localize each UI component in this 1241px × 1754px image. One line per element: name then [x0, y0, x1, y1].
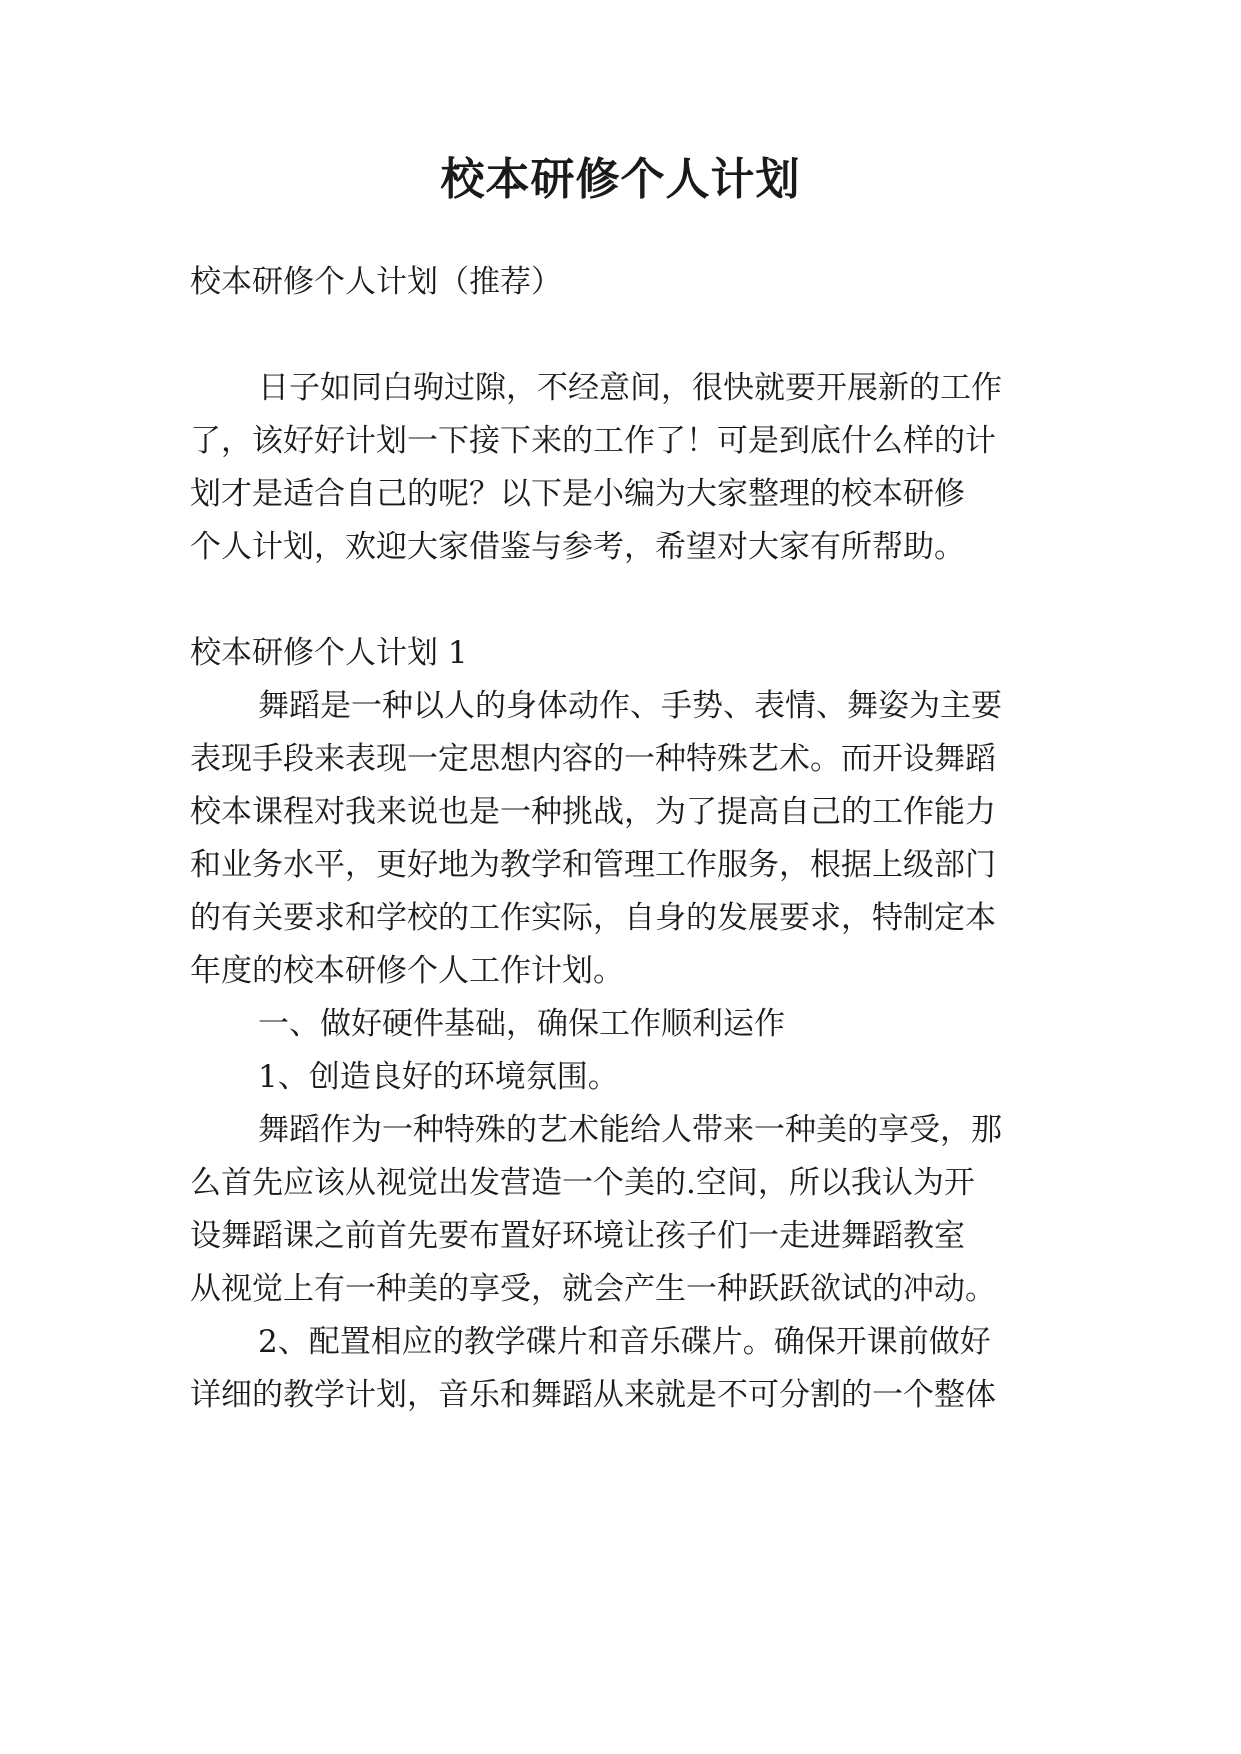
- para2-line-3: 设舞蹈课之前首先要布置好环境让孩子们一走进舞蹈教室: [190, 1218, 965, 1254]
- document-title: 校本研修个人计划: [440, 154, 801, 205]
- para2-line-2: 么首先应该从视觉出发营造一个美的.空间，所以我认为开: [190, 1165, 975, 1201]
- section-heading: 校本研修个人计划 1: [190, 635, 468, 671]
- para2-line-1: 舞蹈作为一种特殊的艺术能给人带来一种美的享受，那: [258, 1112, 1002, 1148]
- item-2-line-1: 2、配置相应的教学碟片和音乐碟片。确保开课前做好: [258, 1324, 991, 1360]
- para2-line-4: 从视觉上有一种美的享受，就会产生一种跃跃欲试的冲动。: [190, 1271, 996, 1307]
- item-1: 1、创造良好的环境氛围。: [258, 1059, 619, 1095]
- section1-para1-line-6: 年度的校本研修个人工作计划。: [190, 953, 624, 989]
- intro-line-4: 个人计划，欢迎大家借鉴与参考，希望对大家有所帮助。: [190, 529, 965, 565]
- section1-para1-line-1: 舞蹈是一种以人的身体动作、手势、表情、舞姿为主要: [258, 688, 1002, 724]
- subheading-1: 一、做好硬件基础，确保工作顺利运作: [258, 1006, 785, 1042]
- section1-para1-line-3: 校本课程对我来说也是一种挑战，为了提高自己的工作能力: [190, 794, 996, 830]
- section1-para1-line-4: 和业务水平，更好地为教学和管理工作服务，根据上级部门: [190, 847, 996, 883]
- document-subtitle: 校本研修个人计划（推荐）: [190, 264, 562, 300]
- intro-line-3: 划才是适合自己的呢？以下是小编为大家整理的校本研修: [190, 476, 965, 512]
- intro-line-2: 了，该好好计划一下接下来的工作了！可是到底什么样的计: [190, 423, 996, 459]
- section1-para1-line-2: 表现手段来表现一定思想内容的一种特殊艺术。而开设舞蹈: [190, 741, 996, 777]
- intro-line-1: 日子如同白驹过隙，不经意间，很快就要开展新的工作: [258, 370, 1002, 406]
- section1-para1-line-5: 的有关要求和学校的工作实际，自身的发展要求，特制定本: [190, 900, 996, 936]
- item-2-line-2: 详细的教学计划，音乐和舞蹈从来就是不可分割的一个整体: [190, 1377, 996, 1413]
